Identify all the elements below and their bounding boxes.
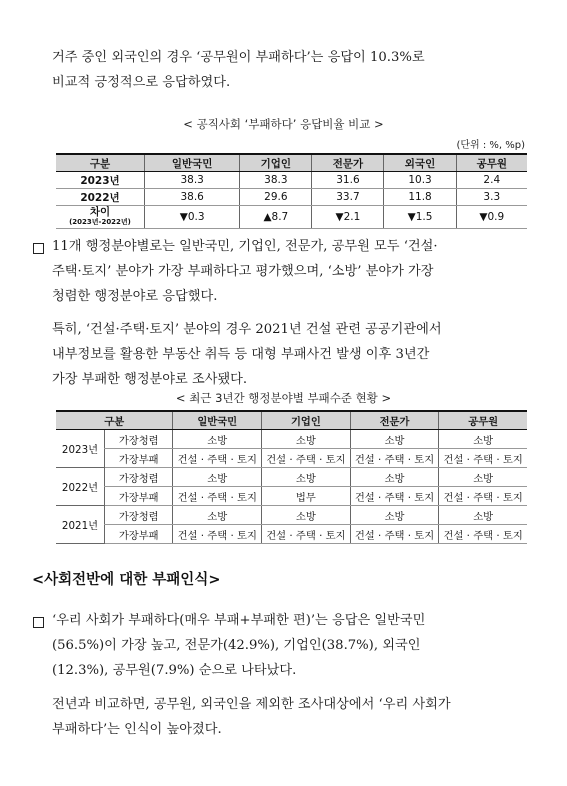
para3-line-1: 특히, ‘건설·주택·토지’ 분야의 경우 2021년 건설 관련 공공기관에서: [52, 322, 442, 337]
admin-field-paragraph: [52, 234, 438, 309]
table2-caption: < 최근 3년간 행정분야별 부패수준 현황 >: [175, 391, 392, 405]
table-cell: 소방: [173, 506, 262, 525]
table-cell: 38.3: [145, 172, 240, 189]
table-cell: 건설 · 주택 · 토지: [350, 487, 439, 506]
table-header-row: [56, 411, 527, 430]
para2-line-3: 청렴한 행정분야로 응답했다.: [52, 289, 218, 304]
table-cell: 38.3: [240, 172, 312, 189]
intro-paragraph: [52, 45, 425, 95]
diff-cell: ▼0.9: [456, 206, 527, 229]
header-cell: 일반국민: [145, 154, 240, 172]
table-cell: 건설 · 주택 · 토지: [350, 449, 439, 468]
para2-line-1: 11개 행정분야별로는 일반국민, 기업인, 전문가, 공무원 모두 ‘건설·: [52, 239, 438, 254]
row-label: 가장부패: [105, 487, 173, 506]
table-cell: 건설 · 주택 · 토지: [439, 449, 527, 468]
bullet-checkbox-icon: [33, 243, 44, 254]
row-label: 가장부패: [105, 449, 173, 468]
bullet-checkbox-icon: [33, 617, 44, 628]
header-cell: 구분: [56, 411, 173, 430]
diff-cell: ▼0.3: [145, 206, 240, 229]
corruption-rate-table: [56, 153, 527, 229]
header-cell: 공무원: [456, 154, 527, 172]
para2-line-2: 주택·토지’ 분야가 가장 부패하다고 평가했으며, ‘소방’ 분야가 가장: [52, 264, 434, 279]
table-cell: 소방: [350, 506, 439, 525]
table-cell: 38.6: [145, 189, 240, 206]
table-header-row: [56, 154, 527, 172]
diff-label-cell: [56, 206, 145, 229]
table-cell: 소방: [439, 468, 527, 487]
table-row: [56, 189, 527, 206]
table-row: [56, 506, 527, 525]
table-row: [56, 449, 527, 468]
table-cell: 건설 · 주택 · 토지: [262, 525, 351, 544]
table-cell: 건설 · 주택 · 토지: [173, 525, 262, 544]
table-cell: 10.3: [384, 172, 456, 189]
diff-cell: ▼2.1: [312, 206, 384, 229]
header-cell: 구분: [56, 154, 145, 172]
table-cell: 건설 · 주택 · 토지: [439, 487, 527, 506]
row-label: 가장부패: [105, 525, 173, 544]
table-cell: 2.4: [456, 172, 527, 189]
table-cell: 건설 · 주택 · 토지: [350, 525, 439, 544]
header-cell: 외국인: [384, 154, 456, 172]
table-cell: 소방: [262, 430, 351, 449]
para3-line-2: 내부정보를 활용한 부동산 취득 등 대형 부패사건 발생 이후 3년간: [52, 347, 430, 362]
table-row: [56, 430, 527, 449]
intro-line-1: 거주 중인 외국인의 경우 ‘공무원이 부패하다’는 응답이 10.3%로: [52, 50, 425, 65]
para4-line-1: ‘우리 사회가 부패하다(매우 부패+부패한 편)’는 응답은 일반국민: [52, 613, 426, 628]
diff-sublabel: (2023년-2022년): [69, 218, 131, 226]
table-cell: 소방: [439, 506, 527, 525]
header-cell: 일반국민: [173, 411, 262, 430]
table-cell: 건설 · 주택 · 토지: [173, 487, 262, 506]
intro-line-2: 비교적 긍정적으로 응답하였다.: [52, 75, 231, 90]
para5-line-1: 전년과 비교하면, 공무원, 외국인을 제외한 조사대상에서 ‘우리 사회가: [52, 697, 451, 712]
row-label: 2022년: [56, 189, 145, 206]
society-paragraph: [52, 608, 425, 683]
table-cell: 31.6: [312, 172, 384, 189]
year-cell: 2021년: [56, 506, 105, 544]
header-cell: 기업인: [262, 411, 351, 430]
table-cell: 소방: [173, 468, 262, 487]
table-cell: 법무: [262, 487, 351, 506]
section-heading: <사회전반에 대한 부패인식>: [32, 572, 221, 588]
table-cell: 29.6: [240, 189, 312, 206]
para3-line-3: 가장 부패한 행정분야로 조사됐다.: [52, 372, 248, 387]
para4-line-2: (56.5%)이 가장 높고, 전문가(42.9%), 기업인(38.7%), 외국인: [52, 638, 421, 653]
table-row: [56, 525, 527, 544]
diff-cell: ▲8.7: [240, 206, 312, 229]
para4-line-3: (12.3%), 공무원(7.9%) 순으로 나타났다.: [52, 663, 297, 678]
table1-unit: (단위 : %, %p): [456, 140, 525, 151]
para5-line-2: 부패하다’는 인식이 높아졌다.: [52, 722, 222, 737]
diff-row: [56, 206, 527, 229]
table1-caption: < 공직사회 ‘부패하다’ 응답비율 비교 >: [183, 117, 384, 131]
table-row: [56, 468, 527, 487]
table-cell: 33.7: [312, 189, 384, 206]
construction-paragraph: [52, 317, 442, 392]
year-cell: 2022년: [56, 468, 105, 506]
table-cell: 소방: [350, 468, 439, 487]
table-cell: 11.8: [384, 189, 456, 206]
table-cell: 건설 · 주택 · 토지: [173, 449, 262, 468]
table-cell: 소방: [350, 430, 439, 449]
table-cell: 3.3: [456, 189, 527, 206]
row-label: 가장청렴: [105, 468, 173, 487]
table-cell: 건설 · 주택 · 토지: [439, 525, 527, 544]
comparison-paragraph: [52, 692, 451, 742]
year-cell: 2023년: [56, 430, 105, 468]
table-cell: 소방: [262, 506, 351, 525]
admin-field-corruption-table: [56, 410, 527, 544]
row-label: 2023년: [56, 172, 145, 189]
table-cell: 건설 · 주택 · 토지: [262, 449, 351, 468]
diff-label: 차이: [89, 206, 111, 218]
table-cell: 소방: [262, 468, 351, 487]
header-cell: 전문가: [350, 411, 439, 430]
table-cell: 소방: [173, 430, 262, 449]
table-cell: 소방: [439, 430, 527, 449]
diff-cell: ▼1.5: [384, 206, 456, 229]
row-label: 가장청렴: [105, 506, 173, 525]
header-cell: 공무원: [439, 411, 527, 430]
table-row: [56, 172, 527, 189]
row-label: 가장청렴: [105, 430, 173, 449]
header-cell: 기업인: [240, 154, 312, 172]
header-cell: 전문가: [312, 154, 384, 172]
table-row: [56, 487, 527, 506]
